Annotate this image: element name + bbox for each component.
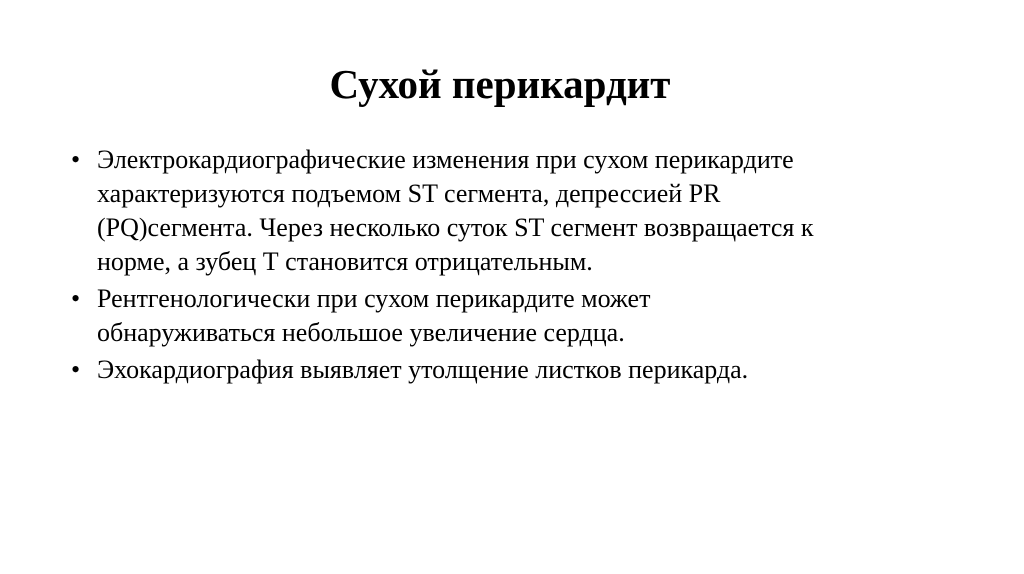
bullet-item-ecg bbox=[70, 143, 950, 279]
bullet-list bbox=[70, 143, 950, 390]
bullet-text-line: характеризуются подъемом ST сегмента, депрессией PR bbox=[97, 179, 721, 208]
bullet-dot-icon: • bbox=[71, 145, 81, 174]
bullet-item-xray bbox=[70, 282, 950, 350]
bullet-text-line: (PQ)сегмента. Через несколько суток ST сегмент возвращается к bbox=[97, 213, 814, 242]
bullet-text-line: Эхокардиография выявляет утолщение листков перикарда. bbox=[97, 355, 749, 384]
bullet-text-line: обнаруживаться небольшое увеличение сердца. bbox=[97, 318, 625, 347]
bullet-text-line: Рентгенологически при сухом перикардите может bbox=[97, 284, 651, 313]
slide-title: Сухой перикардит bbox=[329, 61, 671, 107]
bullet-item-echo bbox=[70, 353, 950, 387]
bullet-text-line: Электрокардиографические изменения при сухом перикардите bbox=[97, 145, 794, 174]
bullet-text-line: норме, а зубец Т становится отрицательным. bbox=[97, 247, 593, 276]
bullet-dot-icon: • bbox=[71, 284, 81, 313]
bullet-dot-icon: • bbox=[71, 355, 81, 384]
